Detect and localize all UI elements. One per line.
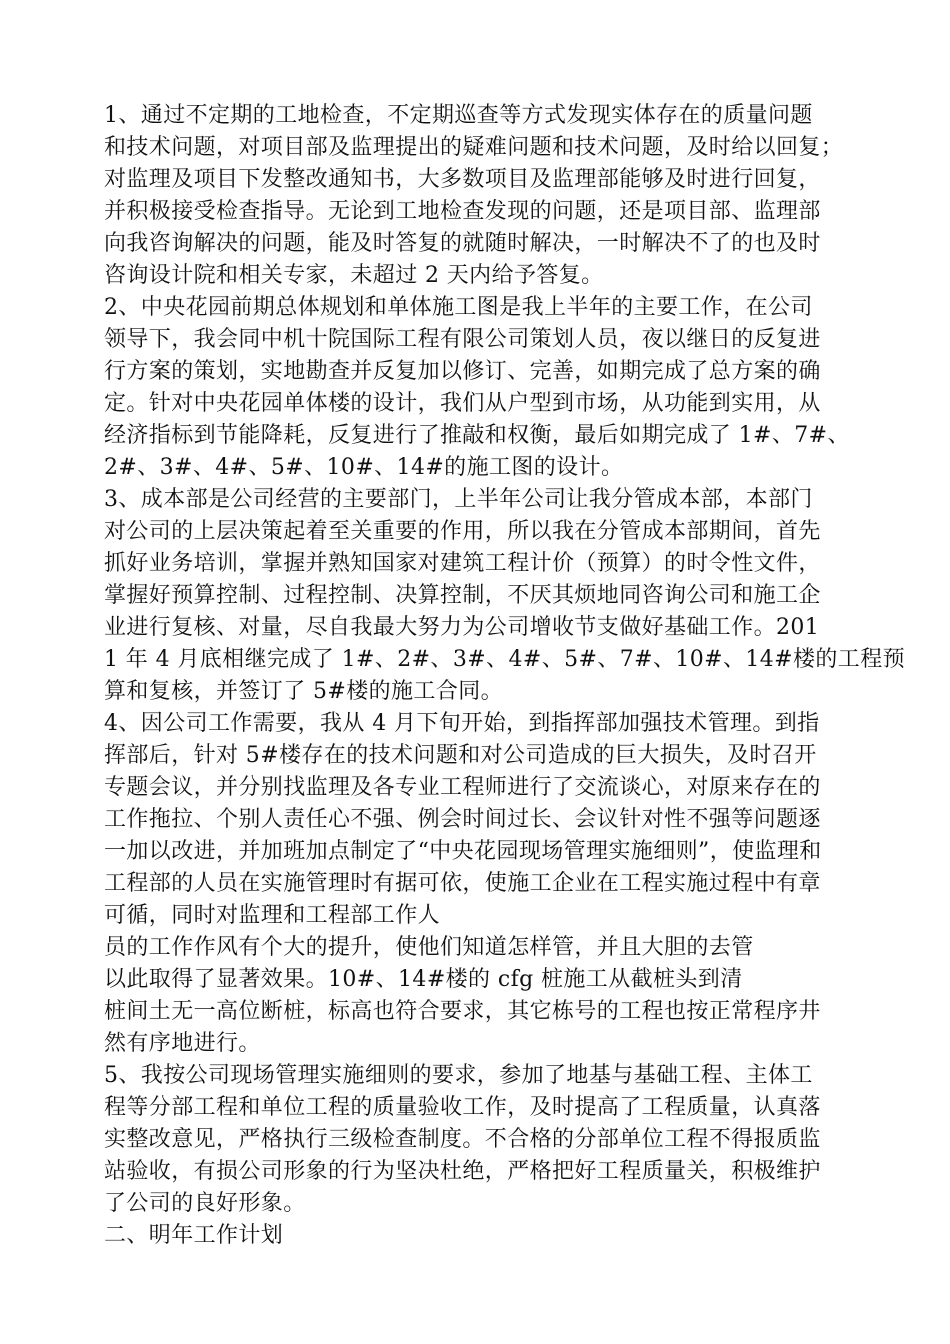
text-line: 4、因公司工作需要，我从 4 月下旬开始，到指挥部加强技术管理。到指 [104,711,820,736]
text-line: 以此取得了显著效果。10#、14#楼的 cfg 桩施工从截桩头到清 [104,967,743,992]
text-line: 员的工作作风有个大的提升，使他们知道怎样管，并且大胆的去管 [104,935,754,960]
text-line: 和技术问题，对项目部及监理提出的疑难问题和技术问题，及时给以回复； [104,135,844,160]
text-line: 咨询设计院和相关专家，未超过 2 天内给予答复。 [104,263,604,288]
text-line: 桩间土无一高位断桩，标高也符合要求，其它栋号的工程也按正常程序井 [104,999,821,1024]
text-line: 算和复核，并签订了 5#楼的施工合同。 [104,679,504,704]
text-line: 向我咨询解决的问题，能及时答复的就随时解决，一时解决不了的也及时 [104,231,821,256]
text-line: 了公司的良好形象。 [104,1191,306,1216]
text-line: 专题会议，并分别找监理及各专业工程师进行了交流谈心，对原来存在的 [104,775,821,800]
text-line: 对监理及项目下发整改通知书，大多数项目及监理部能够及时进行回复， [104,167,821,192]
text-line: 挥部后，针对 5#楼存在的技术问题和对公司造成的巨大损失，及时召开 [104,743,817,768]
text-line: 程等分部工程和单位工程的质量验收工作，及时提高了工程质量，认真落 [104,1095,821,1120]
text-line: 领导下，我会同中机十院国际工程有限公司策划人员，夜以继日的反复进 [104,327,821,352]
text-line: 实整改意见，严格执行三级检查制度。不合格的分部单位工程不得报质监 [104,1127,821,1152]
text-line: 经济指标到节能降耗，反复进行了推敲和权衡，最后如期完成了 1#、7#、 [104,423,850,448]
text-line: 可循，同时对监理和工程部工作人 [104,903,441,928]
text-line: 站验收，有损公司形象的行为坚决杜绝，严格把好工程质量关，积极维护 [104,1159,821,1184]
text-line: 抓好业务培训，掌握并熟知国家对建筑工程计价（预算）的时令性文件， [104,551,821,576]
text-line: 行方案的策划，实地勘查并反复加以修订、完善，如期完成了总方案的确 [104,359,821,384]
text-line: 并积极接受检查指导。无论到工地检查发现的问题，还是项目部、监理部 [104,199,821,224]
text-line: 1 年 4 月底相继完成了 1#、2#、3#、4#、5#、7#、10#、14#楼的工程预 [104,647,906,672]
text-line: 2、中央花园前期总体规划和单体施工图是我上半年的主要工作，在公司 [104,295,813,320]
text-line: 对公司的上层决策起着至关重要的作用，所以我在分管成本部期间，首先 [104,519,821,544]
text-line: 然有序地进行。 [104,1031,261,1056]
text-line: 5、我按公司现场管理实施细则的要求，参加了地基与基础工程、主体工 [104,1063,813,1088]
text-line: 2#、3#、4#、5#、10#、14#的施工图的设计。 [104,455,624,480]
text-line: 定。针对中央花园单体楼的设计，我们从户型到市场，从功能到实用，从 [104,391,821,416]
text-line: 业进行复核、对量，尽自我最大努力为公司增收节支做好基础工作。201 [104,615,820,640]
text-line: 掌握好预算控制、过程控制、决算控制，不厌其烦地同咨询公司和施工企 [104,583,821,608]
text-line: 1、通过不定期的工地检查，不定期巡查等方式发现实体存在的质量问题 [104,103,813,128]
text-line: 3、成本部是公司经营的主要部门，上半年公司让我分管成本部，本部门 [104,487,813,512]
text-line: 工程部的人员在实施管理时有据可依，使施工企业在工程实施过程中有章 [104,871,821,896]
text-line: 一加以改进，并加班加点制定了“中央花园现场管理实施细则”，使监理和 [104,839,822,864]
text-line: 工作拖拉、个别人责任心不强、例会时间过长、会议针对性不强等问题逐 [104,807,821,832]
section-heading: 二、明年工作计划 [104,1223,284,1248]
